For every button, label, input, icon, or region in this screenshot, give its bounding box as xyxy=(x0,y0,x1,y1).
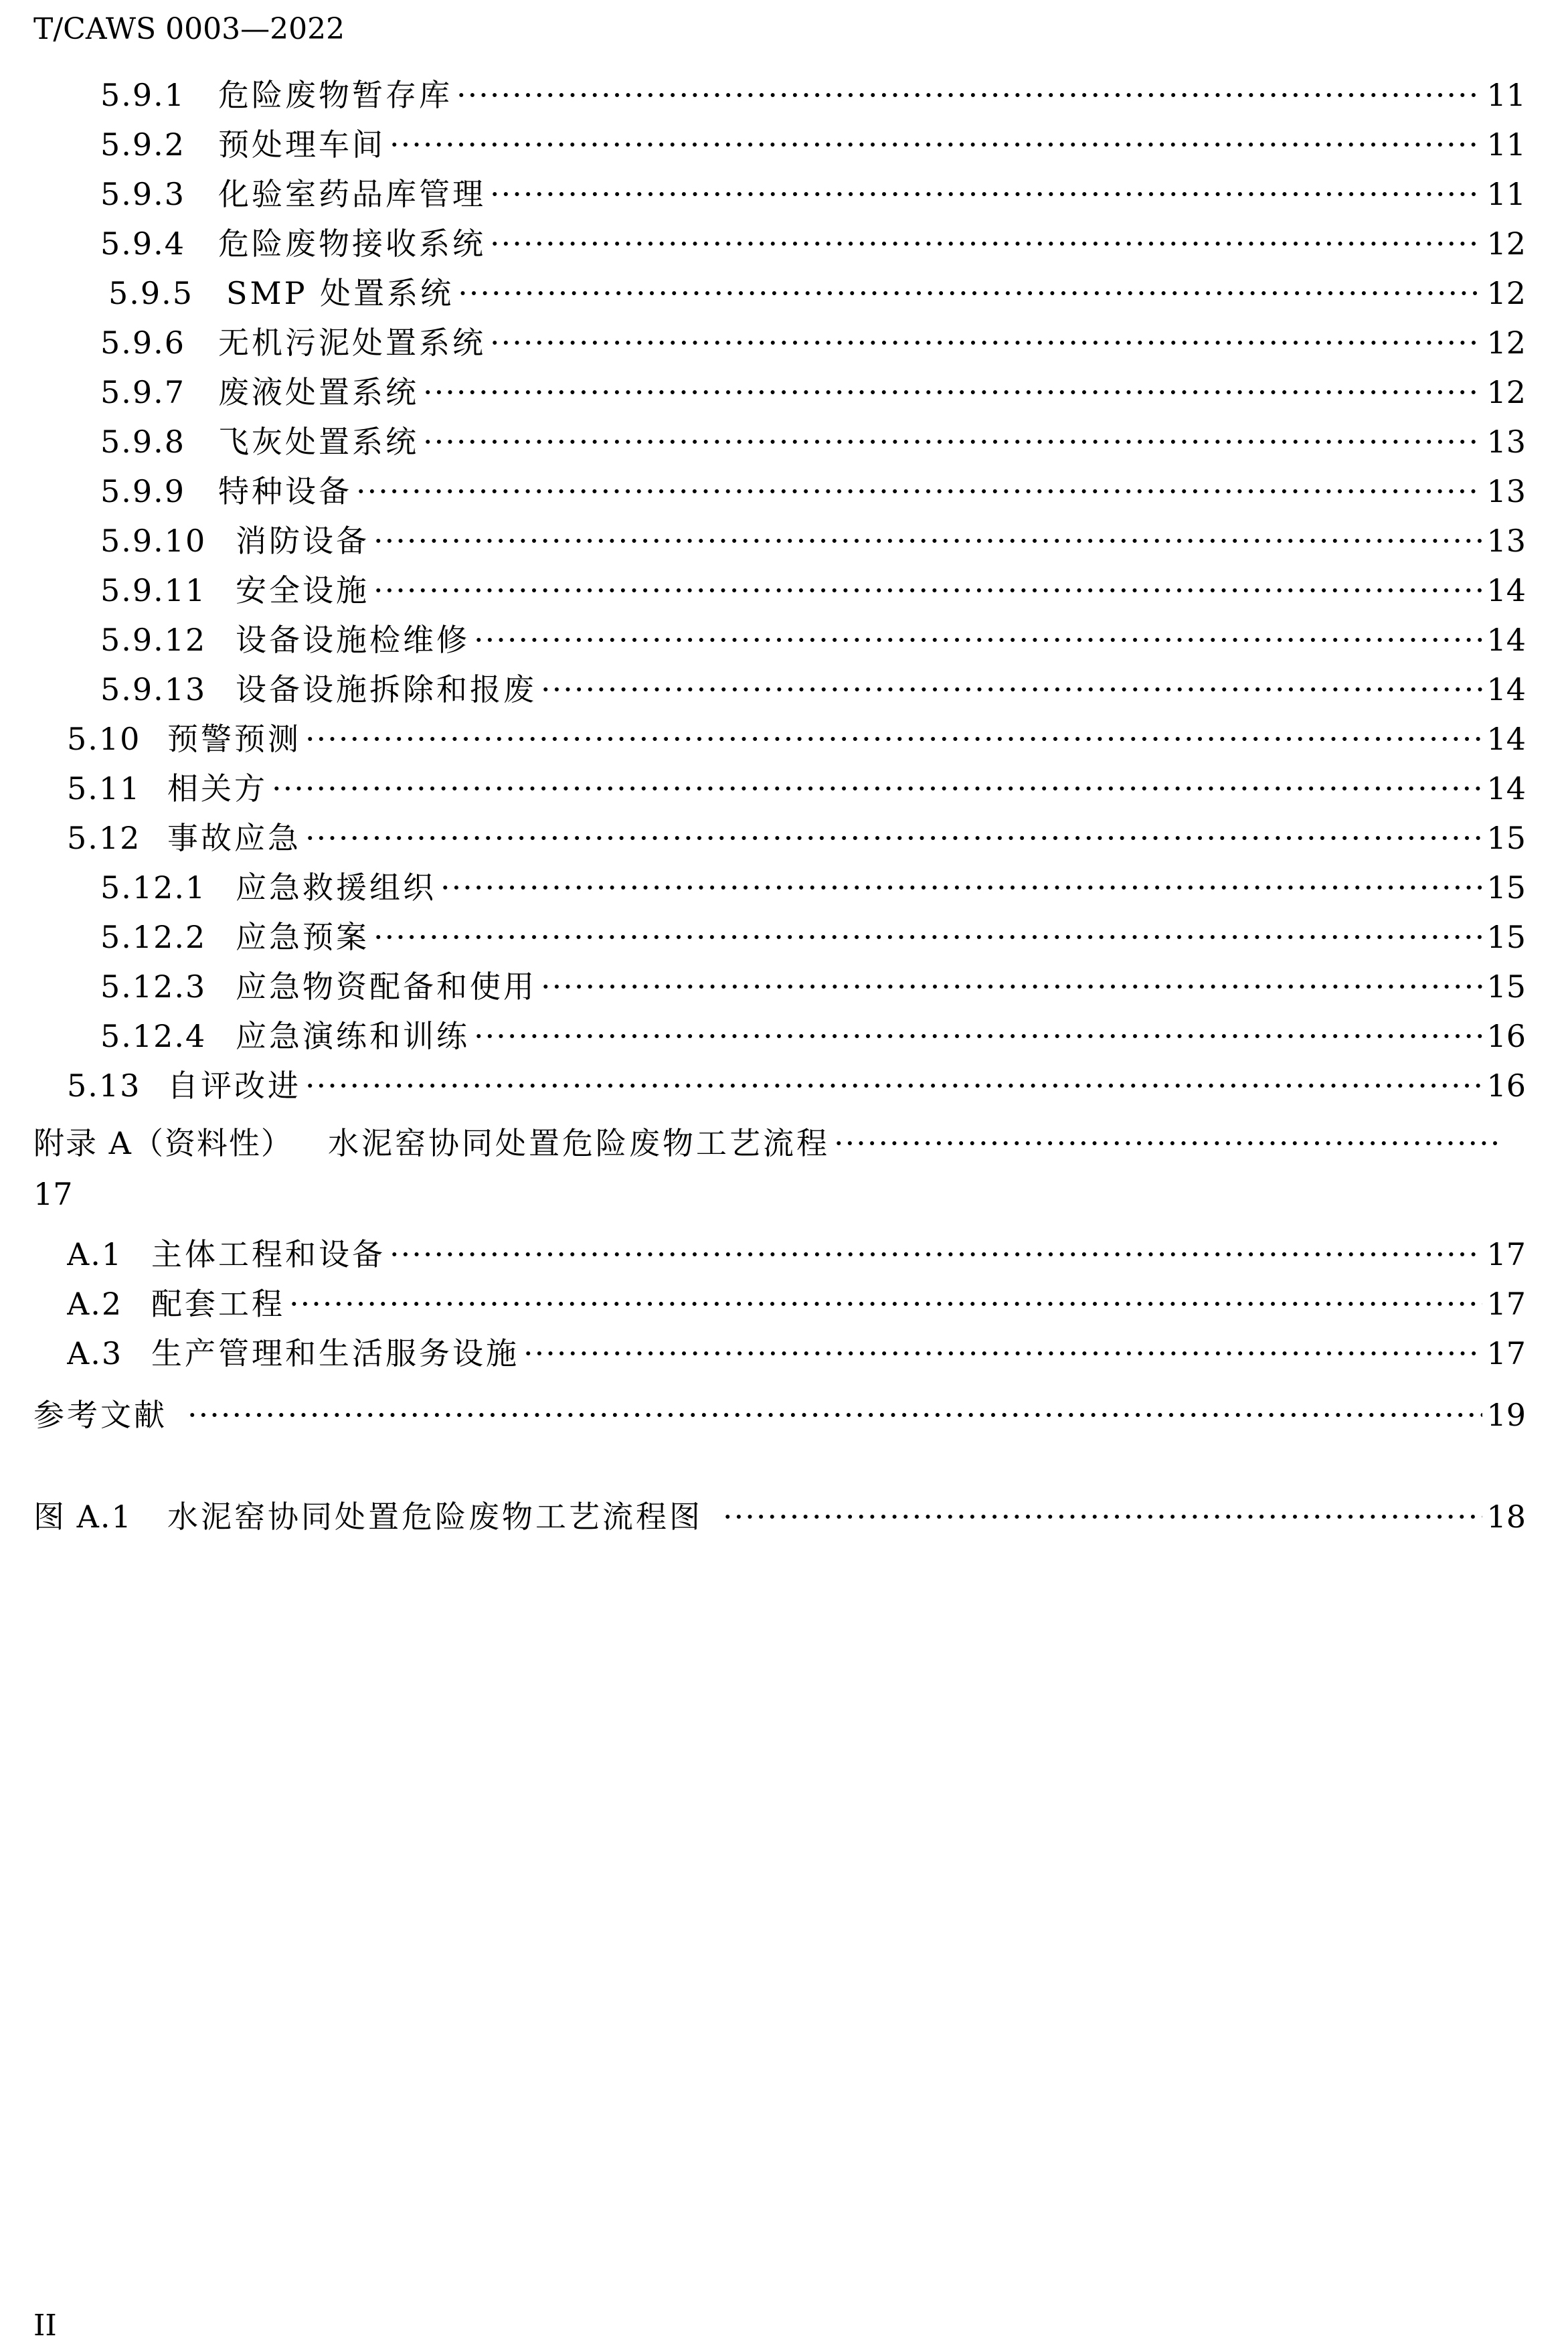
toc-entry-page: 13 xyxy=(1486,424,1526,460)
toc-entry-number: 5.9.9 xyxy=(100,473,186,509)
toc-leader-dots xyxy=(440,866,1482,909)
toc-entry[interactable] xyxy=(67,1064,1526,1107)
toc-leader-dots xyxy=(490,222,1482,265)
toc-figure-page: 18 xyxy=(1486,1499,1526,1535)
toc-leader-dots xyxy=(474,1015,1482,1058)
toc-entry-page: 14 xyxy=(1486,671,1526,707)
toc-figure-title: 水泥窑协同处置危险废物工艺流程图 xyxy=(167,1499,703,1535)
toc-entry-page: 11 xyxy=(1486,127,1526,163)
toc-entry[interactable] xyxy=(100,668,1526,711)
toc-entry[interactable] xyxy=(67,1332,1526,1375)
toc-entry-number: A.2 xyxy=(67,1286,123,1322)
toc-entry-number: 5.12.4 xyxy=(100,1018,207,1054)
toc-references-entry[interactable] xyxy=(33,1394,1526,1436)
toc-leader-dots xyxy=(389,123,1482,166)
toc-leader-dots xyxy=(373,569,1482,612)
toc-appendix-page: 17 xyxy=(33,1176,73,1212)
toc-entry-number: A.3 xyxy=(67,1335,123,1371)
toc-entry[interactable] xyxy=(100,123,1526,166)
toc-entry[interactable] xyxy=(100,420,1526,463)
toc-entry-page: 12 xyxy=(1486,226,1526,262)
toc-entry-page: 11 xyxy=(1486,176,1526,212)
toc-entry-page: 15 xyxy=(1486,820,1526,856)
toc-entry[interactable] xyxy=(100,470,1526,513)
toc-entry-title: 无机污泥处置系统 xyxy=(218,325,486,361)
toc-entry-title: 飞灰处置系统 xyxy=(218,424,419,460)
toc-entry[interactable] xyxy=(100,965,1526,1008)
toc-entry-title: 安全设施 xyxy=(236,572,369,608)
toc-leader-dots xyxy=(723,1495,1482,1538)
toc-entry-page: 12 xyxy=(1486,374,1526,410)
toc-entry-page: 15 xyxy=(1486,969,1526,1005)
toc-entry-page: 12 xyxy=(1486,275,1526,311)
toc-entry-title: 主体工程和设备 xyxy=(151,1236,385,1272)
toc-entry-number: 5.9.7 xyxy=(100,374,186,410)
toc-entry-title: 特种设备 xyxy=(218,473,352,509)
toc-leader-dots xyxy=(389,1233,1482,1276)
toc-leader-dots xyxy=(423,420,1482,463)
toc-entry-number: 5.12 xyxy=(67,820,141,856)
toc-entry-title: 废液处置系统 xyxy=(218,374,419,410)
toc-entry-page: 16 xyxy=(1486,1068,1526,1104)
toc-entry-number: 5.13 xyxy=(67,1068,141,1104)
toc-entry[interactable] xyxy=(67,1282,1526,1325)
toc-entry-page: 12 xyxy=(1486,325,1526,361)
toc-entry-title: 消防设备 xyxy=(236,523,369,559)
toc-entry-title: 危险废物接收系统 xyxy=(218,226,486,262)
toc-entry-page: 14 xyxy=(1486,622,1526,658)
toc-entry-number: 5.11 xyxy=(67,770,141,807)
toc-entry-number: 5.9.13 xyxy=(100,671,207,707)
toc-leader-dots xyxy=(289,1282,1482,1325)
toc-entry-page: 13 xyxy=(1486,473,1526,509)
toc-entry-number: 5.9.3 xyxy=(100,176,186,212)
toc-leader-dots xyxy=(490,173,1482,216)
toc-leader-dots xyxy=(523,1332,1482,1375)
toc-entry[interactable] xyxy=(100,916,1526,958)
toc-entry-title: 预处理车间 xyxy=(218,127,385,163)
toc-entry-page: 15 xyxy=(1486,919,1526,955)
toc-entry[interactable] xyxy=(100,222,1526,265)
toc-leader-dots xyxy=(373,519,1482,562)
toc-entry-page: 13 xyxy=(1486,523,1526,559)
toc-entry-title: 危险废物暂存库 xyxy=(218,77,452,113)
toc-entry[interactable] xyxy=(100,519,1526,562)
toc-entry[interactable] xyxy=(100,618,1526,661)
toc-entry-page: 17 xyxy=(1486,1286,1526,1322)
toc-references-title: 参考文献 xyxy=(33,1397,167,1433)
toc-entry[interactable] xyxy=(100,866,1526,909)
toc-leader-dots xyxy=(305,1064,1482,1107)
toc-entry-number: 5.9.6 xyxy=(100,325,186,361)
toc-entry-page: 14 xyxy=(1486,770,1526,807)
toc-leader-dots xyxy=(490,321,1482,364)
page-number-footer: II xyxy=(33,2309,57,2343)
toc-entry-title: 相关方 xyxy=(167,770,268,807)
toc-entry[interactable] xyxy=(100,371,1526,414)
toc-entry[interactable] xyxy=(100,1015,1526,1058)
toc-leader-dots xyxy=(373,916,1482,958)
toc-entry-title: 生产管理和生活服务设施 xyxy=(151,1335,519,1371)
toc-leader-dots xyxy=(541,965,1482,1008)
toc-entry-page: 14 xyxy=(1486,721,1526,757)
toc-leader-dots xyxy=(834,1122,1502,1165)
toc-entry-number: A.1 xyxy=(67,1236,123,1272)
toc-entry[interactable] xyxy=(100,321,1526,364)
toc-entry-number: 5.12.3 xyxy=(100,969,207,1005)
toc-entry-number: 5.10 xyxy=(67,721,141,757)
toc-leader-dots xyxy=(423,371,1482,414)
toc-leader-dots xyxy=(305,817,1482,859)
toc-entry-number: 5.12.2 xyxy=(100,919,207,955)
toc-entry-title: 化验室药品库管理 xyxy=(218,176,486,212)
toc-entry-title: SMP 处置系统 xyxy=(226,275,454,311)
toc-appendix-title: 水泥窑协同处置危险废物工艺流程 xyxy=(328,1125,830,1161)
toc-entry-page: 14 xyxy=(1486,572,1526,608)
toc-entry-page: 11 xyxy=(1486,77,1526,113)
toc-entry[interactable] xyxy=(67,767,1526,810)
toc-entry-title: 应急物资配备和使用 xyxy=(236,969,537,1005)
toc-leader-dots xyxy=(272,767,1482,810)
toc-leader-dots xyxy=(474,618,1482,661)
toc-entry-number: 5.9.10 xyxy=(100,523,207,559)
toc-entry-title: 应急预案 xyxy=(236,919,369,955)
toc-entry[interactable] xyxy=(100,74,1526,116)
toc-entry[interactable] xyxy=(67,817,1526,859)
toc-entry-number: 5.9.11 xyxy=(100,572,207,608)
toc-entry[interactable] xyxy=(100,173,1526,216)
toc-appendix-entry[interactable] xyxy=(33,1122,1506,1165)
toc-entry-title: 设备设施拆除和报废 xyxy=(236,671,537,707)
toc-entry-page: 17 xyxy=(1486,1335,1526,1371)
toc-entry-title: 设备设施检维修 xyxy=(236,622,470,658)
toc-entry-page: 16 xyxy=(1486,1018,1526,1054)
toc-entry-title: 预警预测 xyxy=(167,721,301,757)
toc-entry-number: 5.12.1 xyxy=(100,869,207,906)
toc-entry-title: 自评改进 xyxy=(167,1068,301,1104)
toc-entry[interactable] xyxy=(67,1233,1526,1276)
toc-entry-title: 应急救援组织 xyxy=(236,869,436,906)
toc-leader-dots xyxy=(356,470,1482,513)
toc-figure-entry[interactable] xyxy=(33,1495,1526,1538)
toc-leader-dots xyxy=(456,74,1482,116)
toc-entry[interactable] xyxy=(67,718,1526,760)
toc-references-page: 19 xyxy=(1486,1397,1526,1433)
toc-entry-number: 5.9.5 xyxy=(108,275,194,311)
toc-entry[interactable] xyxy=(100,569,1526,612)
toc-appendix-number: 附录 A（资料性） xyxy=(33,1125,293,1161)
toc-entry-number: 5.9.4 xyxy=(100,226,186,262)
toc-entry-title: 事故应急 xyxy=(167,820,301,856)
toc-entry-page: 15 xyxy=(1486,869,1526,906)
toc-leader-dots xyxy=(458,272,1482,315)
toc-figure-number: 图 A.1 xyxy=(33,1499,133,1535)
document-code-header: T/CAWS 0003—2022 xyxy=(33,12,345,46)
toc-leader-dots xyxy=(305,718,1482,760)
toc-entry-number: 5.9.12 xyxy=(100,622,207,658)
toc-entry-title: 配套工程 xyxy=(151,1286,285,1322)
toc-entry-number: 5.9.2 xyxy=(100,127,186,163)
toc-entry[interactable] xyxy=(108,272,1526,315)
toc-leader-dots xyxy=(541,668,1482,711)
toc-entry-number: 5.9.1 xyxy=(100,77,186,113)
toc-entry-title: 应急演练和训练 xyxy=(236,1018,470,1054)
toc-entry-page: 17 xyxy=(1486,1236,1526,1272)
toc-leader-dots xyxy=(187,1394,1482,1436)
toc-entry-number: 5.9.8 xyxy=(100,424,186,460)
